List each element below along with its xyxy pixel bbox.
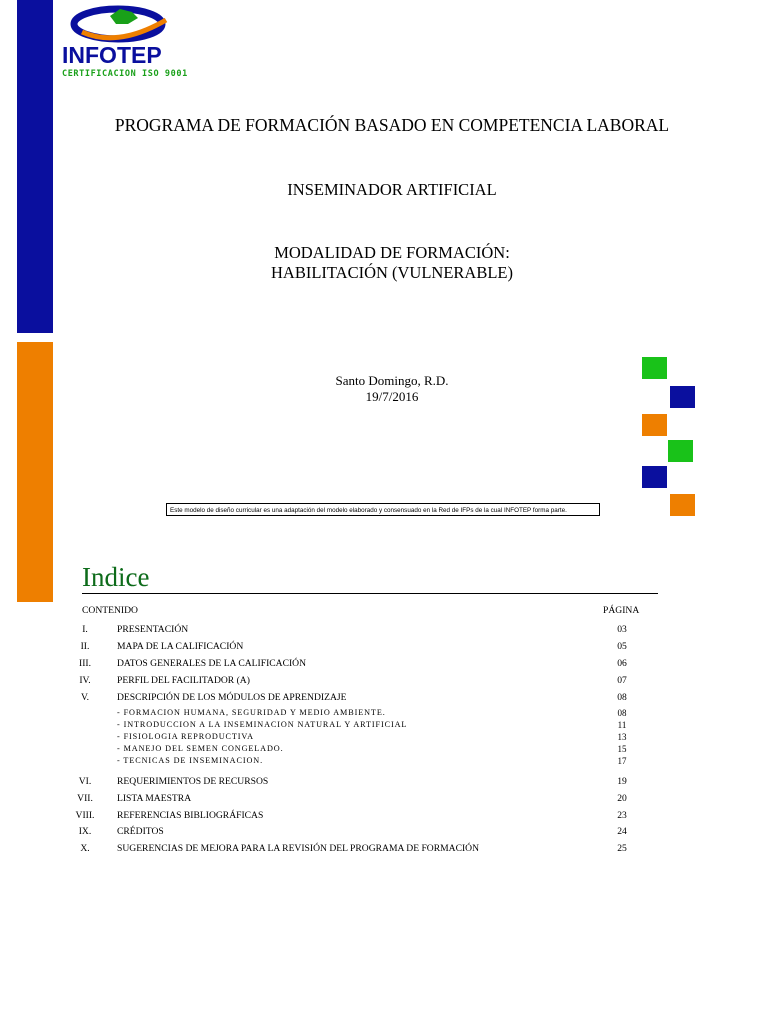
- deco-square-green: [668, 440, 693, 462]
- module-label: - TECNICAS DE INSEMINACION.: [117, 756, 264, 765]
- toc-number: X.: [80, 843, 90, 854]
- modality-line-1: MODALIDAD DE FORMACIÓN:: [274, 243, 510, 262]
- toc-label: PRESENTACIÓN: [117, 624, 189, 635]
- program-subtitle: INSEMINADOR ARTIFICIAL: [287, 180, 497, 199]
- index-header-page: PÁGINA: [603, 605, 640, 616]
- index-divider: [82, 593, 658, 594]
- toc-page: 25: [617, 843, 627, 854]
- toc-row: [0, 826, 768, 840]
- deco-square-blue: [642, 466, 667, 488]
- toc-label: MAPA DE LA CALIFICACIÓN: [117, 641, 244, 652]
- toc-row: [0, 658, 768, 672]
- module-item: [0, 744, 768, 756]
- toc-label: CRÉDITOS: [117, 826, 164, 837]
- logo-name: INFOTEP: [62, 42, 162, 68]
- toc-row: [0, 624, 768, 638]
- module-page: 13: [617, 732, 627, 742]
- toc-number: III.: [79, 658, 91, 669]
- toc-label: REFERENCIAS BIBLIOGRÁFICAS: [117, 810, 264, 821]
- module-label: - INTRODUCCION A LA INSEMINACION NATURAL Y ARTIFICIAL: [117, 720, 408, 729]
- left-blue-bar: [17, 0, 53, 333]
- toc-page: 23: [617, 810, 627, 821]
- toc-label: SUGERENCIAS DE MEJORA PARA LA REVISIÓN DEL PROGRAMA DE FORMACIÓN: [117, 843, 480, 854]
- toc-page: 20: [617, 793, 627, 804]
- module-page: 17: [617, 756, 627, 766]
- module-item: [0, 720, 768, 732]
- deco-square-green: [642, 357, 667, 379]
- toc-label: DATOS GENERALES DE LA CALIFICACIÓN: [117, 658, 307, 669]
- index-header-content: CONTENIDO: [82, 605, 138, 616]
- modality-line-2: HABILITACIÓN (VULNERABLE): [270, 263, 513, 282]
- logo-tagline: CERTIFICACION ISO 9001: [62, 69, 188, 79]
- program-title: PROGRAMA DE FORMACIÓN BASADO EN COMPETENCIA LABORAL: [114, 115, 670, 135]
- module-page: 11: [617, 720, 627, 730]
- module-item: [0, 732, 768, 744]
- toc-row: [0, 641, 768, 655]
- toc-page: 05: [617, 641, 627, 652]
- toc-number: VIII.: [75, 810, 95, 821]
- deco-square-blue: [670, 386, 695, 408]
- deco-square-orange: [642, 414, 667, 436]
- toc-label: PERFIL DEL FACILITADOR (A): [117, 675, 250, 686]
- module-item: [0, 756, 768, 768]
- toc-row: [0, 776, 768, 790]
- toc-number: II.: [80, 641, 90, 652]
- toc-page: 06: [617, 658, 627, 669]
- toc-number: V.: [80, 692, 90, 703]
- toc-label: LISTA MAESTRA: [117, 793, 192, 804]
- toc-row: [0, 692, 768, 706]
- toc-page: 03: [617, 624, 627, 635]
- toc-label: DESCRIPCIÓN DE LOS MÓDULOS DE APRENDIZAJE: [117, 692, 347, 703]
- toc-page: 07: [617, 675, 627, 686]
- toc-number: IV.: [79, 675, 91, 686]
- toc-row: [0, 810, 768, 824]
- disclaimer-box: Este modelo de diseño curricular es una adaptación del modelo elaborado y consensuado en la Red de IFPs de la cual INFOTEP forma parte.: [166, 503, 600, 516]
- module-page: 08: [617, 708, 627, 718]
- toc-row: [0, 675, 768, 689]
- toc-number: VII.: [77, 793, 93, 804]
- toc-number: VI.: [78, 776, 92, 787]
- place-text: Santo Domingo, R.D.: [335, 373, 449, 388]
- toc-page: 19: [617, 776, 627, 787]
- toc-number: IX.: [78, 826, 92, 837]
- module-label: - FORMACION HUMANA, SEGURIDAD Y MEDIO AMBIENTE.: [117, 708, 386, 717]
- toc-page: 08: [617, 692, 627, 703]
- toc-page: 24: [617, 826, 627, 837]
- module-label: - FISIOLOGIA REPRODUCTIVA: [117, 732, 254, 741]
- module-item: [0, 708, 768, 720]
- toc-label: REQUERIMIENTOS DE RECURSOS: [117, 776, 269, 787]
- module-page: 15: [617, 744, 627, 754]
- module-label: - MANEJO DEL SEMEN CONGELADO.: [117, 744, 284, 753]
- index-title: Indice: [82, 562, 150, 592]
- toc-number: I.: [82, 624, 88, 635]
- toc-row: [0, 793, 768, 807]
- toc-row: [0, 843, 768, 857]
- date-text: 19/7/2016: [365, 389, 419, 404]
- deco-square-orange: [670, 494, 695, 516]
